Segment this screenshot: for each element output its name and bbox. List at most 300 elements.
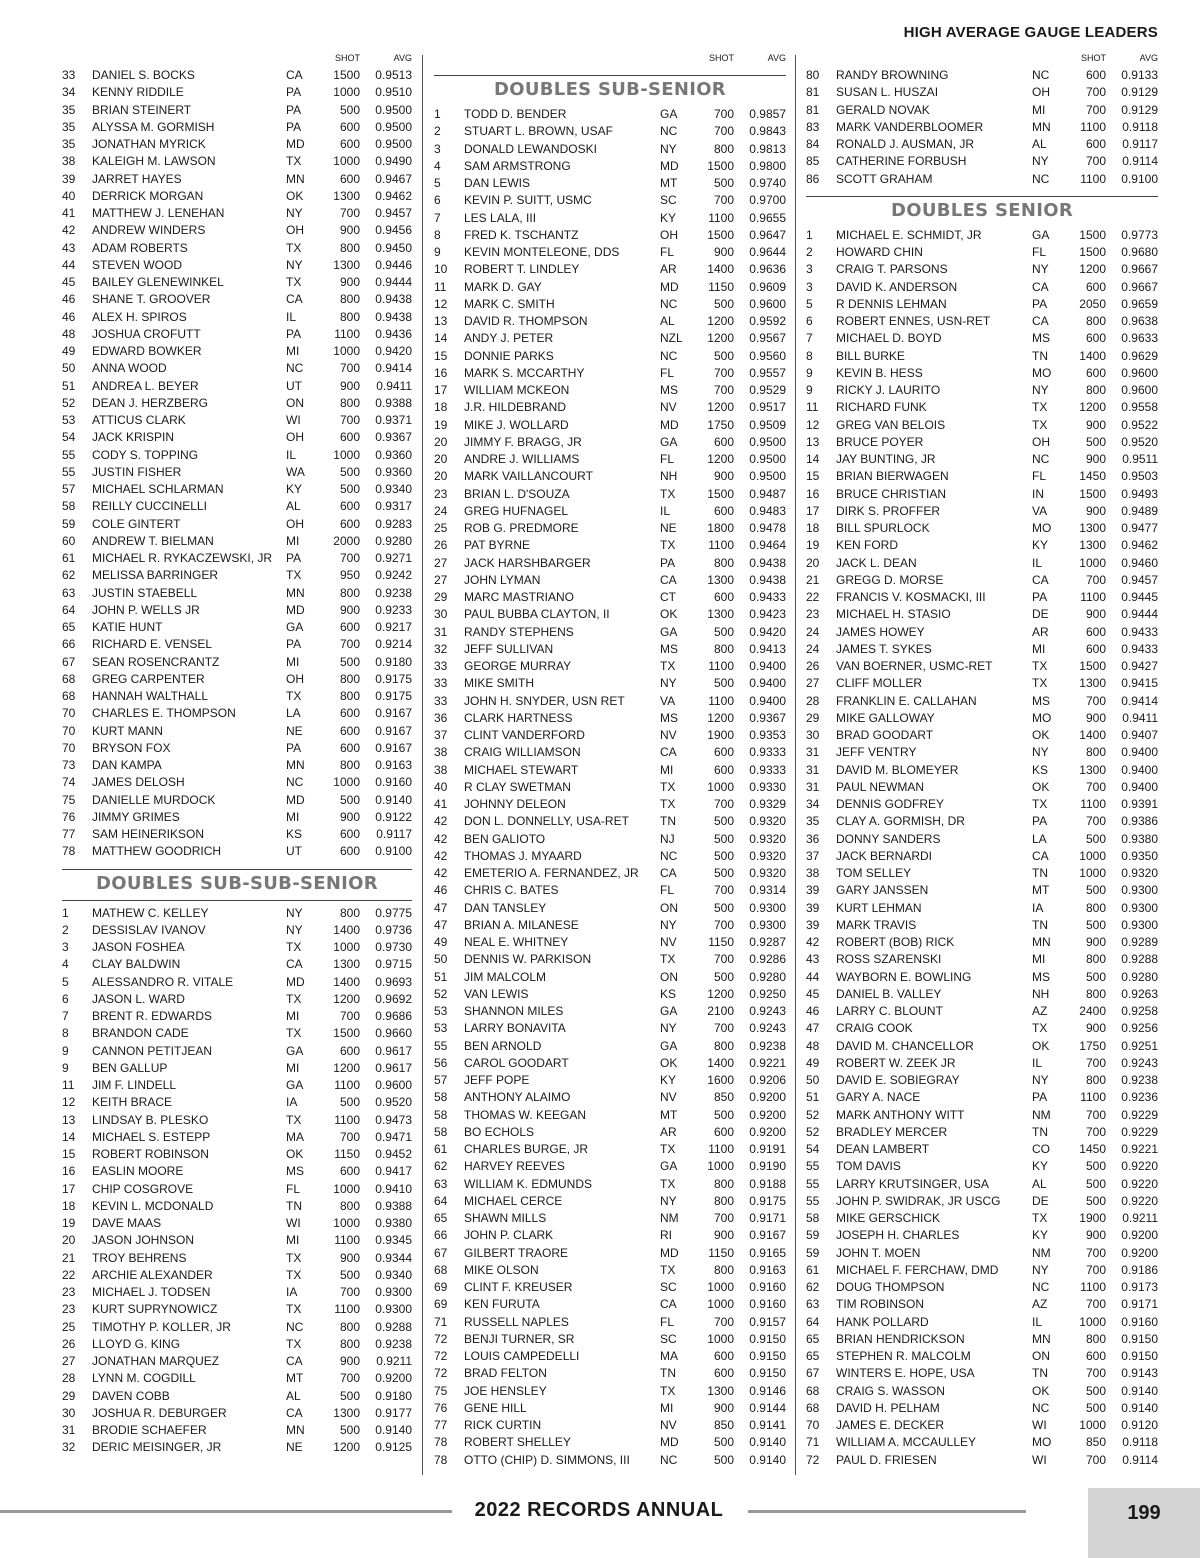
cell-state: TX <box>286 1302 302 1317</box>
cell-state: MI <box>286 1009 300 1023</box>
table-row <box>806 119 1158 136</box>
cell-name: BRUCE POYER <box>836 434 924 449</box>
cell-avg: 0.9300 <box>375 1285 412 1299</box>
cell-rank: 12 <box>434 296 448 311</box>
table-row <box>806 1245 1158 1262</box>
cell-state: OK <box>1032 1383 1050 1398</box>
cell-shot: 600 <box>339 137 360 151</box>
cell-state: NC <box>1032 1280 1050 1294</box>
table-row <box>434 192 786 209</box>
cell-avg: 0.9150 <box>749 1349 786 1363</box>
cell-name: GREG VAN BELOIS <box>836 417 946 432</box>
cell-shot: 500 <box>713 1452 734 1467</box>
page-header: HIGH AVERAGE GAUGE LEADERS <box>903 24 1158 41</box>
cell-state: NC <box>660 296 678 311</box>
cell-name: STEPHEN R. MALCOLM <box>836 1349 971 1363</box>
table-row <box>806 1383 1158 1400</box>
cell-avg: 0.9314 <box>749 883 786 898</box>
cell-shot: 500 <box>1085 883 1106 898</box>
table-row <box>62 905 412 922</box>
cell-avg: 0.9320 <box>749 866 786 880</box>
cell-state: IL <box>1032 555 1043 570</box>
table-row <box>62 1370 412 1387</box>
cell-avg: 0.9160 <box>749 1280 786 1294</box>
cell-shot: 1750 <box>1079 1038 1106 1053</box>
cell-state: KS <box>660 986 677 1001</box>
cell-rank: 24 <box>806 624 820 639</box>
cell-shot: 700 <box>339 637 360 652</box>
cell-shot: 800 <box>339 292 360 307</box>
cell-shot: 500 <box>1085 1176 1106 1191</box>
cell-rank: 25 <box>434 521 448 535</box>
cell-state: NC <box>1032 1400 1050 1415</box>
cell-state: SC <box>660 1331 677 1346</box>
cell-state: SC <box>660 1280 677 1294</box>
table-row <box>434 762 786 779</box>
cell-name: TODD D. BENDER <box>464 107 567 121</box>
cell-shot: 850 <box>1085 1435 1106 1450</box>
cell-name: KALEIGH M. LAWSON <box>92 154 216 169</box>
cell-state: UT <box>286 844 302 859</box>
cell-avg: 0.9173 <box>1121 1280 1158 1294</box>
cell-rank: 55 <box>62 464 76 479</box>
cell-name: DEAN LAMBERT <box>836 1142 930 1156</box>
cell-avg: 0.9410 <box>375 1181 412 1196</box>
cell-name: CLIFF MOLLER <box>836 676 923 691</box>
cell-avg: 0.9644 <box>749 245 786 259</box>
table-row <box>806 244 1158 261</box>
cell-state: OK <box>1032 779 1050 794</box>
cell-shot: 700 <box>339 206 360 220</box>
cell-name: R DENNIS LEHMAN <box>836 296 947 311</box>
cell-state: PA <box>286 326 302 341</box>
cell-shot: 1000 <box>333 775 360 790</box>
cell-name: ATTICUS CLARK <box>92 413 186 427</box>
cell-state: MI <box>660 762 674 777</box>
cell-shot: 500 <box>1085 1400 1106 1415</box>
cell-state: TN <box>1032 1366 1048 1381</box>
cell-state: OH <box>1032 434 1050 449</box>
cell-state: OK <box>1032 1038 1050 1053</box>
cell-rank: 70 <box>806 1418 820 1432</box>
cell-avg: 0.9477 <box>1121 521 1158 535</box>
cell-state: CA <box>660 572 677 587</box>
table-row <box>62 1129 412 1146</box>
cell-shot: 1000 <box>333 154 360 169</box>
cell-avg: 0.9214 <box>375 637 412 652</box>
cell-shot: 600 <box>713 1349 734 1363</box>
cell-state: TX <box>660 952 676 967</box>
cell-shot: 800 <box>339 758 360 772</box>
cell-state: TX <box>660 1176 676 1191</box>
table-row <box>62 326 412 343</box>
cell-shot: 800 <box>339 905 360 920</box>
section-title-senior: DOUBLES SENIOR <box>891 199 1073 221</box>
cell-state: ON <box>660 969 678 984</box>
cell-state: NV <box>660 728 677 742</box>
table-row <box>62 533 412 550</box>
cell-shot: 1300 <box>707 1383 734 1398</box>
cell-shot: 500 <box>1085 434 1106 449</box>
cell-avg: 0.9452 <box>375 1147 412 1161</box>
cell-rank: 1 <box>434 107 441 121</box>
cell-rank: 31 <box>62 1423 76 1437</box>
cell-shot: 1100 <box>708 659 734 673</box>
cell-state: MO <box>1032 1435 1052 1450</box>
table-row <box>806 555 1158 572</box>
cell-shot: 700 <box>339 551 360 565</box>
cell-name: JONATHAN MYRICK <box>92 137 206 151</box>
cell-avg: 0.9175 <box>749 1193 786 1208</box>
cell-shot: 700 <box>1085 85 1106 100</box>
cell-shot: 700 <box>713 1021 734 1036</box>
cell-avg: 0.9444 <box>375 275 412 289</box>
cell-shot: 500 <box>1085 1193 1106 1208</box>
table-row <box>434 1227 786 1244</box>
cell-avg: 0.9221 <box>1121 1142 1158 1156</box>
cell-state: NV <box>660 1418 677 1432</box>
cell-avg: 0.9417 <box>375 1164 412 1179</box>
cell-rank: 78 <box>434 1435 448 1450</box>
cell-state: TX <box>286 1250 302 1265</box>
cell-rank: 42 <box>434 831 448 846</box>
section-rule <box>62 900 412 901</box>
cell-state: IA <box>1032 900 1044 915</box>
cell-name: JOHN P. CLARK <box>464 1228 554 1243</box>
cell-state: PA <box>1032 296 1048 311</box>
cell-name: GREG CARPENTER <box>92 671 205 686</box>
cell-state: MN <box>1032 1331 1051 1346</box>
table-row <box>806 1124 1158 1141</box>
cell-name: MICHAEL F. FERCHAW, DMD <box>836 1262 999 1277</box>
cell-name: DAVEN COBB <box>92 1388 170 1403</box>
table-row <box>806 1055 1158 1072</box>
cell-name: ALEX H. SPIROS <box>92 309 187 324</box>
table-row <box>806 417 1158 434</box>
cell-state: TX <box>1032 659 1048 673</box>
cell-rank: 58 <box>434 1090 448 1105</box>
cell-name: JOHNNY DELEON <box>464 797 566 811</box>
cell-shot: 600 <box>1085 279 1106 294</box>
cell-state: MD <box>660 279 679 294</box>
cell-rank: 52 <box>806 1107 820 1122</box>
cell-shot: 1150 <box>334 1147 360 1161</box>
table-row <box>434 348 786 365</box>
cell-name: GREGG D. MORSE <box>836 572 944 587</box>
cell-avg: 0.9489 <box>1121 503 1158 518</box>
table-row <box>434 1107 786 1124</box>
cell-state: TX <box>286 991 302 1006</box>
cell-state: NC <box>286 361 304 376</box>
cell-rank: 31 <box>806 779 820 794</box>
cell-rank: 61 <box>62 551 76 565</box>
cell-name: CANNON PETITJEAN <box>92 1043 213 1058</box>
cell-shot: 700 <box>1085 1297 1106 1312</box>
table-row <box>62 1008 412 1025</box>
cell-name: JIMMY F. BRAGG, JR <box>464 434 582 449</box>
table-row <box>434 986 786 1003</box>
cell-shot: 800 <box>1085 383 1106 397</box>
cell-rank: 13 <box>62 1112 76 1127</box>
cell-state: GA <box>660 434 678 449</box>
cell-avg: 0.9400 <box>1121 779 1158 794</box>
shot-heading: SHOT <box>334 53 360 63</box>
cell-shot: 500 <box>713 969 734 984</box>
cell-shot: 800 <box>339 395 360 410</box>
cell-rank: 64 <box>806 1314 820 1329</box>
cell-name: LYNN M. COGDILL <box>92 1371 196 1386</box>
cell-shot: 1000 <box>707 1280 734 1294</box>
cell-name: PAUL NEWMAN <box>836 779 925 794</box>
cell-rank: 59 <box>62 516 76 531</box>
cell-state: KY <box>1032 1228 1049 1243</box>
cell-state: IL <box>286 309 297 324</box>
cell-avg: 0.9411 <box>1122 710 1158 725</box>
cell-state: TX <box>1032 797 1048 811</box>
table-row <box>806 900 1158 917</box>
cell-rank: 34 <box>806 797 820 811</box>
cell-shot: 1450 <box>1079 469 1106 484</box>
table-row <box>806 1331 1158 1348</box>
cell-avg: 0.9263 <box>1121 986 1158 1001</box>
cell-rank: 41 <box>434 797 448 811</box>
cell-name: CLARK HARTNESS <box>464 710 573 725</box>
cell-state: TX <box>660 797 676 811</box>
table-row <box>434 813 786 830</box>
cell-name: KEVIN B. HESS <box>836 365 923 380</box>
cell-name: PAT BYRNE <box>464 538 531 553</box>
cell-avg: 0.9200 <box>749 1107 786 1122</box>
cell-avg: 0.9200 <box>749 1124 786 1139</box>
cell-rank: 2 <box>806 245 813 259</box>
cell-shot: 1000 <box>333 344 360 358</box>
cell-avg: 0.9647 <box>749 227 786 242</box>
cell-avg: 0.9413 <box>749 641 786 656</box>
cell-avg: 0.9238 <box>749 1038 786 1053</box>
cell-shot: 1750 <box>707 417 734 432</box>
cell-name: FRANCIS V. KOSMACKI, III <box>836 590 986 604</box>
cell-shot: 700 <box>1085 1452 1106 1467</box>
section-rule <box>62 869 412 870</box>
cell-avg: 0.9487 <box>749 486 786 501</box>
cell-state: NC <box>660 348 678 363</box>
cell-rank: 21 <box>62 1250 76 1265</box>
cell-shot: 500 <box>713 866 734 880</box>
cell-state: NE <box>660 521 677 535</box>
cell-avg: 0.9140 <box>1121 1400 1158 1415</box>
cell-avg: 0.9340 <box>375 482 412 496</box>
cell-shot: 700 <box>713 1211 734 1225</box>
cell-name: MATHEW C. KELLEY <box>92 905 209 920</box>
cell-name: DEAN J. HERZBERG <box>92 395 209 410</box>
cell-rank: 27 <box>434 572 448 587</box>
cell-avg: 0.9600 <box>749 296 786 311</box>
cell-state: LA <box>1032 831 1047 846</box>
cell-state: TX <box>660 1262 676 1277</box>
cell-avg: 0.9175 <box>375 671 412 686</box>
table-row <box>806 675 1158 692</box>
cell-rank: 52 <box>806 1124 820 1139</box>
cell-name: SHAWN MILLS <box>464 1211 547 1225</box>
table-row <box>806 865 1158 882</box>
table-row <box>434 589 786 606</box>
cell-avg: 0.9140 <box>1121 1383 1158 1398</box>
table-row <box>806 1176 1158 1193</box>
cell-name: KEVIN P. SUITT, USMC <box>464 193 592 208</box>
table-row <box>434 882 786 899</box>
cell-avg: 0.9380 <box>375 1216 412 1230</box>
table-row <box>434 434 786 451</box>
cell-rank: 6 <box>806 314 813 328</box>
table-row <box>434 1365 786 1382</box>
table-row <box>62 1319 412 1336</box>
table-row <box>62 343 412 360</box>
cell-avg: 0.9129 <box>1121 85 1158 100</box>
cell-shot: 900 <box>713 1400 734 1415</box>
table-row <box>434 1314 786 1331</box>
table-row <box>434 693 786 710</box>
cell-shot: 600 <box>713 1366 734 1381</box>
table-row <box>434 796 786 813</box>
cell-avg: 0.9700 <box>749 193 786 208</box>
table-row <box>806 1141 1158 1158</box>
cell-name: RANDY STEPHENS <box>464 624 574 639</box>
cell-avg: 0.9250 <box>749 986 786 1001</box>
cell-avg: 0.9190 <box>749 1159 786 1174</box>
cell-avg: 0.9146 <box>749 1383 786 1398</box>
cell-shot: 1300 <box>333 188 360 203</box>
cell-rank: 1 <box>62 905 69 920</box>
cell-avg: 0.9238 <box>375 585 412 600</box>
cell-name: ROBERT SHELLEY <box>464 1435 571 1450</box>
cell-rank: 70 <box>62 740 76 755</box>
cell-avg: 0.9638 <box>1121 314 1158 328</box>
cell-rank: 20 <box>434 434 448 449</box>
cell-rank: 3 <box>806 279 813 294</box>
cell-name: MICHAEL D. BOYD <box>836 331 942 346</box>
cell-avg: 0.9288 <box>1121 952 1158 967</box>
cell-state: CA <box>286 1354 303 1368</box>
cell-state: CA <box>1032 848 1049 863</box>
cell-shot: 1100 <box>1080 119 1106 134</box>
cell-name: LARRY BONAVITA <box>464 1021 566 1036</box>
cell-avg: 0.9633 <box>1121 331 1158 346</box>
cell-state: FL <box>660 883 675 898</box>
cell-state: MN <box>286 171 305 186</box>
cell-shot: 900 <box>1085 452 1106 466</box>
cell-avg: 0.9200 <box>375 1371 412 1386</box>
cell-shot: 1200 <box>707 710 734 725</box>
cell-shot: 2400 <box>1079 1004 1106 1018</box>
cell-rank: 30 <box>434 607 448 622</box>
cell-rank: 27 <box>434 555 448 570</box>
cell-shot: 950 <box>339 568 360 583</box>
cell-name: JOSEPH H. CHARLES <box>836 1228 960 1243</box>
column-headings <box>806 53 1158 65</box>
cell-name: ROBERT (BOB) RICK <box>836 935 955 949</box>
cell-name: REILLY CUCCINELLI <box>92 499 207 514</box>
cell-rank: 62 <box>434 1159 448 1174</box>
table-row <box>62 464 412 481</box>
cell-rank: 19 <box>806 538 820 553</box>
table-row <box>62 291 412 308</box>
cell-shot: 1150 <box>708 1245 734 1260</box>
cell-avg: 0.9522 <box>1121 417 1158 432</box>
cell-rank: 17 <box>434 383 448 397</box>
cell-state: MA <box>286 1129 304 1144</box>
cell-shot: 1200 <box>707 331 734 346</box>
cell-avg: 0.9287 <box>749 935 786 949</box>
cell-rank: 67 <box>806 1366 820 1381</box>
cell-state: TX <box>660 486 676 501</box>
cell-name: JARRET HAYES <box>92 171 182 186</box>
table-row <box>434 537 786 554</box>
cell-avg: 0.9371 <box>375 413 412 427</box>
cell-state: MI <box>286 533 300 548</box>
cell-shot: 1500 <box>1079 245 1106 259</box>
cell-rank: 78 <box>434 1452 448 1467</box>
cell-name: RICK CURTIN <box>464 1418 542 1432</box>
cell-state: MT <box>660 1107 678 1122</box>
cell-avg: 0.9200 <box>749 1090 786 1105</box>
cell-name: GENE HILL <box>464 1400 527 1415</box>
table-row <box>62 723 412 740</box>
cell-shot: 1100 <box>1080 171 1106 186</box>
cell-rank: 42 <box>434 848 448 863</box>
cell-name: BRAD GOODART <box>836 728 934 742</box>
table-row <box>62 257 412 274</box>
cell-name: DANIEL S. BOCKS <box>92 68 195 82</box>
table-row <box>62 1405 412 1422</box>
table-row <box>62 939 412 956</box>
cell-rank: 55 <box>806 1159 820 1174</box>
cell-state: MS <box>1032 693 1050 708</box>
cell-name: BRANDON CADE <box>92 1026 189 1041</box>
cell-state: FL <box>660 452 675 466</box>
cell-name: SCOTT GRAHAM <box>836 171 933 186</box>
cell-name: DENNIS GODFREY <box>836 797 945 811</box>
cell-state: MN <box>286 758 305 772</box>
cell-avg: 0.9411 <box>376 378 412 393</box>
cell-avg: 0.9122 <box>375 809 412 824</box>
cell-name: ANDREW WINDERS <box>92 223 206 238</box>
cell-name: DAN LEWIS <box>464 176 531 190</box>
cell-rank: 58 <box>434 1124 448 1139</box>
table-row <box>62 1077 412 1094</box>
cell-avg: 0.9220 <box>1121 1176 1158 1191</box>
cell-avg: 0.9446 <box>375 257 412 272</box>
cell-name: SHANNON MILES <box>464 1004 564 1018</box>
cell-shot: 500 <box>713 176 734 190</box>
table-row <box>62 481 412 498</box>
cell-shot: 1100 <box>334 326 360 341</box>
cell-avg: 0.9141 <box>749 1418 786 1432</box>
cell-shot: 900 <box>339 602 360 617</box>
cell-rank: 24 <box>434 503 448 518</box>
cell-name: MARK D. GAY <box>464 279 542 294</box>
cell-name: FRED K. TSCHANTZ <box>464 227 579 242</box>
cell-name: KURT SUPRYNOWICZ <box>92 1302 218 1317</box>
cell-avg: 0.9478 <box>749 521 786 535</box>
cell-shot: 800 <box>1085 952 1106 967</box>
cell-name: KEN FORD <box>836 538 899 553</box>
cell-rank: 14 <box>62 1129 76 1144</box>
table-row <box>434 1055 786 1072</box>
cell-rank: 42 <box>434 866 448 880</box>
table-row <box>806 1434 1158 1451</box>
table-row <box>434 1331 786 1348</box>
cell-name: CHARLES E. THOMPSON <box>92 706 236 721</box>
